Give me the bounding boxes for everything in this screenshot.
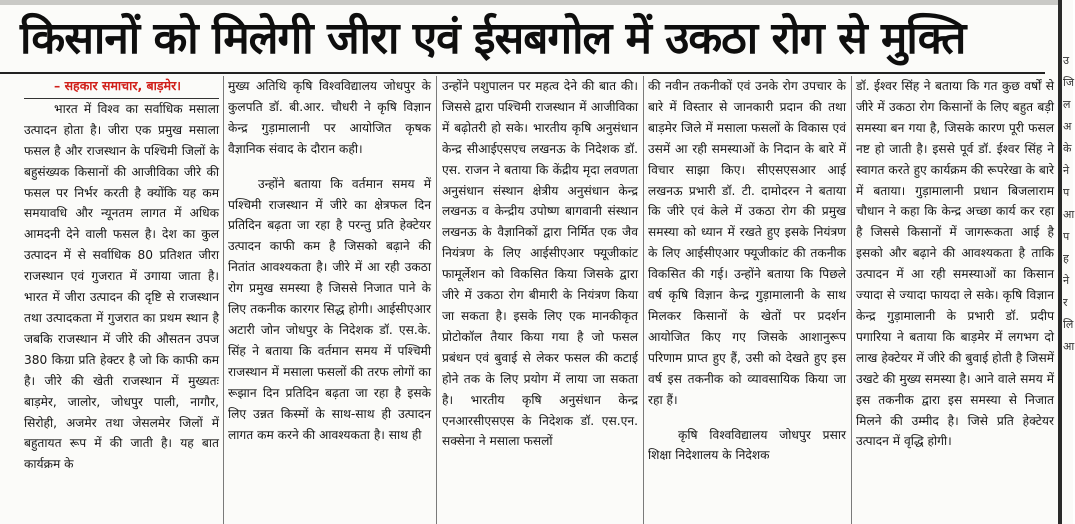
article-column-1 <box>24 76 219 524</box>
article-column-5 <box>856 76 1054 524</box>
column-2-paragraph-2: उन्होंने बताया कि वर्तमान समय में पश्चिमी राजस्थान में जीरे का क्षेत्रफल दिन प्रतिदिन बढ़ता जा रहा है परन्तु प्रति हेक्टेयर उत्पादन काफी कम है जिसको बढ़ाने की नितांत आवश्यकता है। जीरे में आ रही उकठा रोग प्रमुख समस्या है जिससे निजात पाने के लिए तकनीक कारगर सिद्ध होगी। आईसीएआर अटारी जोन जोधपुर के निदेशक डॉ. एस.के. सिंह ने बताया कि वर्तमान समय में पश्चिमी राजस्थान में मसाला फसलों की तरफ लोगों का रूझान दिन प्रतिदिन बढ़ता जा रहा है इसके लिए उन्नत किस्मों के साथ-साथ ही उत्पादन लागत कम करने की आवश्यकता है। साथ ही <box>228 176 431 442</box>
column-1-paragraph-1: भारत में विश्व का सर्वाधिक मसाला उत्पादन होता है। जीरा एक प्रमुख मसाला फसल है और राजस्थान के पश्चिमी जिलों के बहुसंख्यक किसानों की आजीविका जीरे की फसल पर निर्भर करती है क्योंकि यह कम समयावधि और न्यूनतम लागत में अधिक आमदनी देने वाली फसल है। देश का कुल उत्पादन में से सर्वाधिक 80 प्रतिशत जीरा राजस्थान एवं गुजरात में उगाया जाता है। भारत में जीरा उत्पादन की दृष्टि से राजस्थान तथा उत्पादकता में गुजरात का प्रथम स्थान है जबकि राजस्थान में जीरे की औसतन उपज 380 किग्रा प्रति हेक्टर है जो कि काफी कम है। जीरे की खेती राजस्थान में मुख्यतः बाड़मेर, जालोर, जोधपुर पाली, नागौर, सिरोही, अजमेर तथा जेसलमेर जिलों में बहुतायत रूप में की जाती है। यह बात कार्यक्रम के <box>24 101 219 472</box>
column-separator <box>223 76 224 524</box>
article-column-3 <box>442 76 638 524</box>
column-2-paragraph-1: मुख्य अतिथि कृषि विश्वविद्यालय जोधपुर के कुलपति डॉ. बी.आर. चौधरी ने कृषि विज्ञान केन्द्र गुड़ामालानी पर आयोजित कृषक वैज्ञानिक संवाद के दौरान कही। <box>228 79 431 156</box>
article-column-2 <box>228 76 431 524</box>
top-border <box>0 0 1073 5</box>
column-separator <box>643 76 644 524</box>
adjacent-page-border <box>1058 0 1062 524</box>
byline: – सहकार समाचार, बाड़मेर। <box>54 78 181 93</box>
adjacent-article-fragment: उ जि ल अ के ने प आ प ह ने र लि आ <box>1063 54 1075 353</box>
column-4-paragraph-1: की नवीन तकनीकों एवं उनके रोग उपचार के बारे में विस्तार से जानकारी प्रदान की तथा बाड़मेर जिले में मसाला फसलों के विकास एवं उसमें आ रही समस्याओं के निदान के बारे में विचार साझा किए। सीएसएसआर आई लखनऊ प्रभारी डॉ. टी. दामोदरन ने बताया कि जीरे एवं केले में उकठा रोग की प्रमुख समस्या को ध्यान में रखते हुए इसके नियंत्रण के लिए आईसीएआर फ्यूजीकांट की तकनीक विकसित की गई। उन्होंने बताया कि पिछले वर्ष कृषि विज्ञान केन्द्र गुड़ामालानी के साथ मिलकर किसानों के खेतों पर प्रदर्शन आयोजित किए गए जिसके आशानुरूप परिणाम प्राप्त हुए हैं, उसी को देखते हुए इस वर्ष इस तकनीक को व्यावसायिक किया जा रहा हैं। <box>648 79 846 407</box>
column-separator <box>436 76 437 524</box>
column-separator <box>851 76 852 524</box>
column-4-paragraph-2: कृषि विश्वविद्यालय जोधपुर प्रसार शिक्षा निदेशालय के निदेशक <box>648 427 846 463</box>
column-5-paragraph-1: डॉ. ईश्वर सिंह ने बताया कि गत कुछ वर्षों से जीरे में उकठा रोग किसानों के लिए बहुत बड़ी समस्या बन गया है, जिसके कारण पूरी फसल नष्ट हो जाती है। इससे पूर्व डॉ. ईश्वर सिंह ने स्वागत करते हुए कार्यक्रम की रूपरेखा के बारे में बताया। गुड़ामालानी प्रधान बिजलाराम चौधान ने कहा कि केन्द्र अच्छा कार्य कर रहा है जिससे किसानों में जागरूकता आई है इसको और बढ़ाने की आवश्यकता है ताकि उत्पादन में आ रही समस्याओं का किसान ज्यादा से ज्यादा फायदा ले सके। कृषि विज्ञान केन्द्र गुड़ामालानी के प्रभारी डॉ. प्रदीप पगारिया ने बताया कि बाड़मेर में लगभग दो लाख हेक्टेयर में जीरे की बुवाई होती है जिसमें उखटे की मुख्य समस्या है। आने वाले समय में इस तकनीक द्वारा इस समस्या से निजात मिलने की उम्मीद है। जिसे प्रति हेक्टेयर उत्पादन में वृद्धि होगी। <box>856 79 1054 449</box>
headline-rule <box>0 72 1045 74</box>
headline: किसानों को मिलेगी जीरा एवं ईसबगोल में उकठा रोग से मुक्ति <box>20 13 966 64</box>
article-column-4 <box>648 76 846 524</box>
column-3-paragraph-1: उन्होंने पशुपालन पर महत्व देने की बात की। जिससे द्वारा पश्चिमी राजस्थान में आजीविका में बढ़ोतरी हो सके। भारतीय कृषि अनुसंधान केन्द्र सीआईएसएच लखनऊ के निदेशक डॉ. एस. राजन ने बताया कि केंद्रीय मृदा लवणता अनुसंधान संस्थान क्षेत्रीय अनुसंधान केन्द्र लखनऊ व केन्द्रीय उपोष्ण बागवानी संस्थान लखनऊ के वैज्ञानिकों द्वारा निर्मित एक जैव नियंत्रण के लिए आईसीएआर फ्यूजीकांट फामूर्लेशन को विकसित किया जिसके द्वारा जीरे में उकठा रोग बीमारी के नियंत्रण किया जा सकता है। इसके लिए एक मानकीकृत प्रोटोकॉल तैयार किया गया है जो फसल प्रबंधन एवं बुवाई से लेकर फसल की कटाई होने तक के लिए प्रयोग में लाया जा सकता है। भारतीय कृषि अनुसंधान केन्द्र एनआरसीएसएस के निदेशक डॉ. एस.एन. सक्सेना ने मसाला फसलों <box>442 79 638 449</box>
